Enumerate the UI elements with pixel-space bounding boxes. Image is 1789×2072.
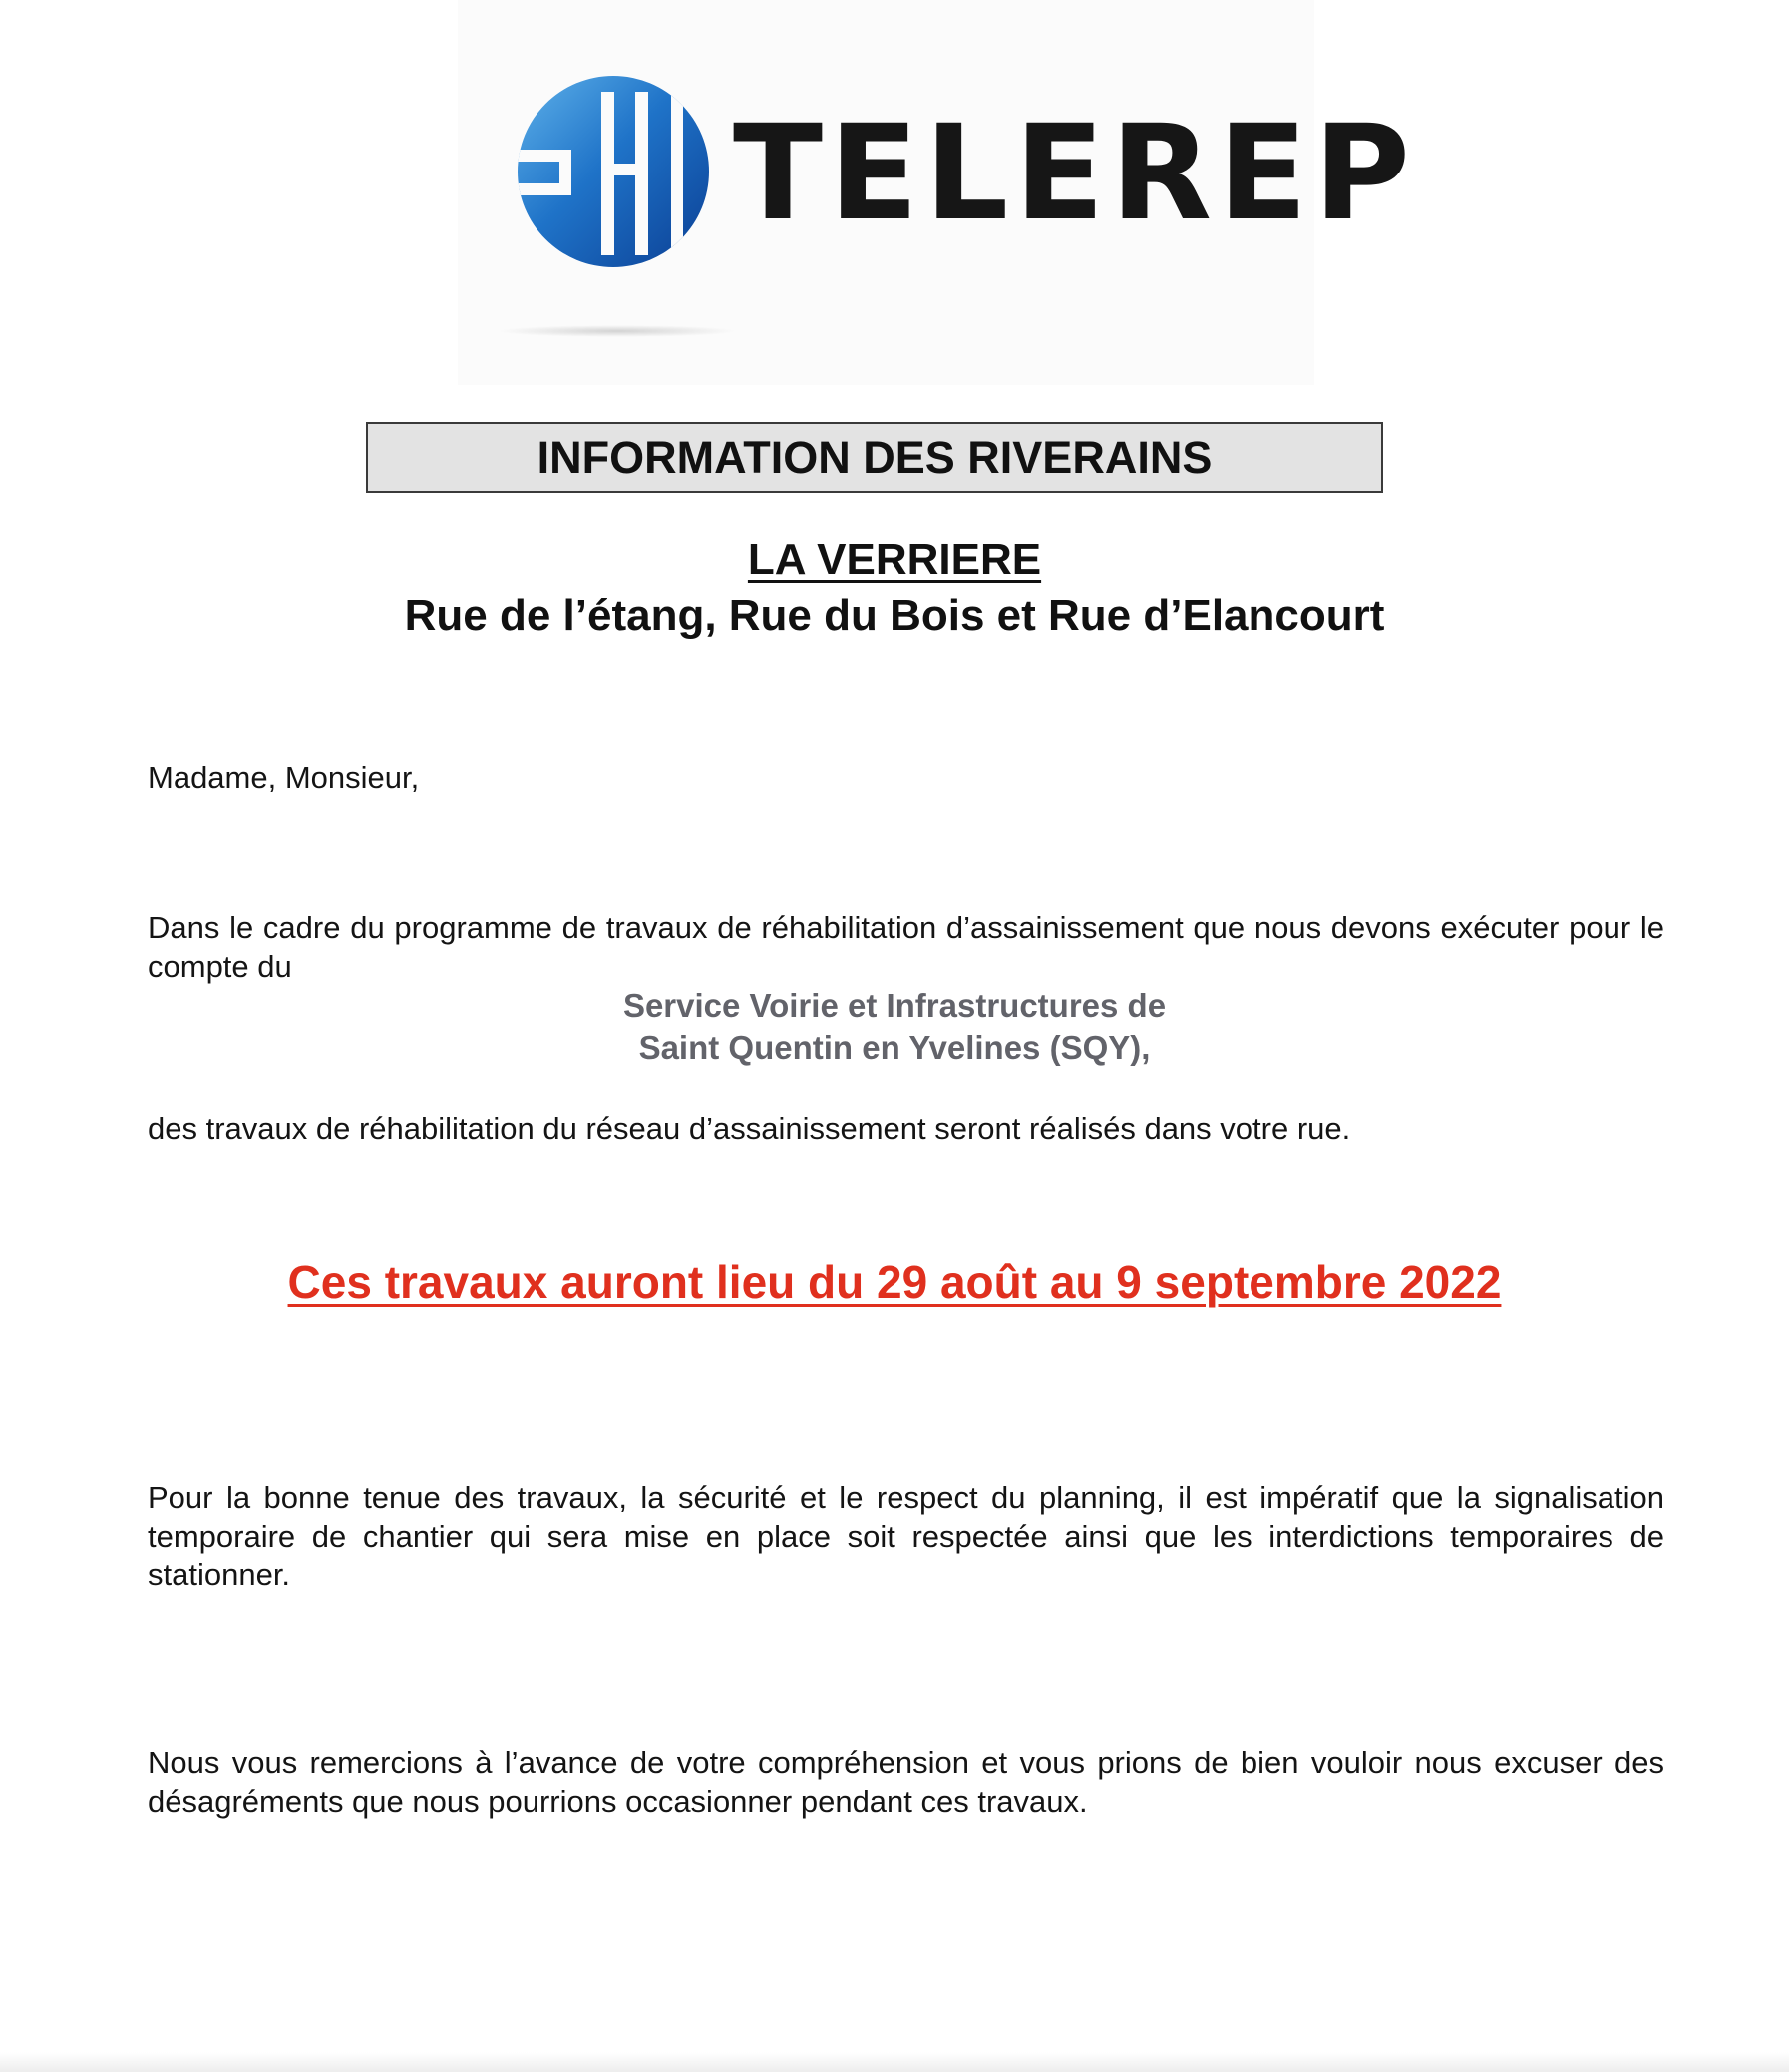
works-sentence: des travaux de réhabilitation du réseau d’assainissement seront réalisés dans votre rue. (148, 1111, 1351, 1146)
telerep-globe-logo-icon (514, 72, 713, 271)
page-bottom-edge (0, 2052, 1789, 2072)
town-name: LA VERRIERE (747, 535, 1042, 584)
service-line-2: Saint Quentin en Yvelines (SQY), (638, 1029, 1151, 1066)
service-name (0, 985, 1789, 1069)
service-line-1: Service Voirie et Infrastructures de (622, 987, 1167, 1024)
closing-paragraph: Nous vous remercions à l’avance de votre compréhension et vous prions de bien vouloir nous excuser des désagréments que nous pourrions occasionner pendant ces travaux. (148, 1745, 1664, 1819)
intro-paragraph: Dans le cadre du programme de travaux de réhabilitation d’assainissement que nous devons exécuter pour le compte du (148, 910, 1664, 984)
street-names: Rue de l’étang, Rue du Bois et Rue d’Elancourt (404, 591, 1385, 640)
salutation: Madame, Monsieur, (148, 760, 420, 795)
location-heading (0, 532, 1789, 644)
notice-title: INFORMATION DES RIVERAINS (366, 422, 1383, 493)
safety-paragraph: Pour la bonne tenue des travaux, la sécurité et le respect du planning, il est impératif que la signalisation temporaire de chantier qui sera mise en place soit respectée ainsi que les interdictions temporaires de stationner. (148, 1480, 1664, 1592)
works-dates: Ces travaux auront lieu du 29 août au 9 septembre 2022 (287, 1256, 1502, 1308)
logo-area (458, 0, 1417, 385)
logo-shadow (498, 325, 737, 337)
logo-wordmark: TELEREP (733, 97, 1417, 250)
